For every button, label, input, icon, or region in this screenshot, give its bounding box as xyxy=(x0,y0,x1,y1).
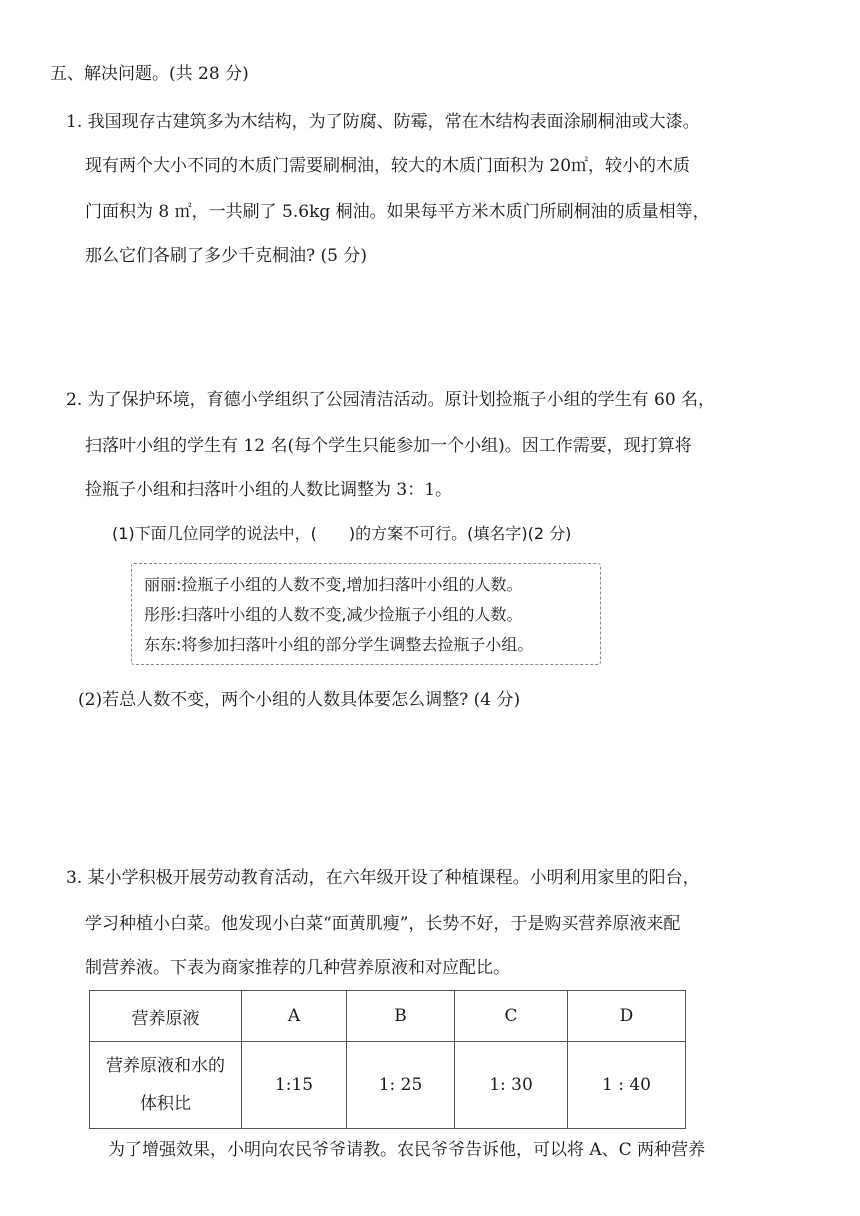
question-1-line-4: 那么它们各刷了多少千克桐油? (5 分) xyxy=(85,246,368,266)
statement-lili: 丽丽:捡瓶子小组的人数不变,增加扫落叶小组的人数。 xyxy=(144,575,523,594)
question-1-line-1: 1. 我国现存古建筑多为木结构，为了防腐、防霉，常在木结构表面涂刷桐油或大漆。 xyxy=(66,112,700,132)
question-3-line-2: 学习种植小白菜。他发现小白菜“面黄肌瘦”，长势不好，于是购买营养原液来配 xyxy=(85,914,681,934)
statement-tongtong: 彤彤:扫落叶小组的人数不变,减少捡瓶子小组的人数。 xyxy=(144,605,523,624)
table-cell: 1: 25 xyxy=(347,1042,455,1129)
table-header-row xyxy=(90,991,686,1042)
question-3-line-3: 制营养液。下表为商家推荐的几种营养原液和对应配比。 xyxy=(85,958,510,978)
table-header-cell: A xyxy=(242,991,347,1042)
table-header-cell: B xyxy=(347,991,455,1042)
table-row xyxy=(90,1042,686,1129)
table-cell: 1: 30 xyxy=(455,1042,568,1129)
table-header-cell: D xyxy=(568,991,686,1042)
table-row-label: 营养原液和水的体积比 xyxy=(90,1042,242,1129)
question-2-line-2: 扫落叶小组的学生有 12 名(每个学生只能参加一个小组)。因工作需要，现打算将 xyxy=(85,436,692,456)
question-2-sub-1: (1)下面几位同学的说法中，( )的方案不可行。(填名字)(2 分) xyxy=(112,524,572,543)
question-1-line-3: 门面积为 8 ㎡，一共刷了 5.6kg 桐油。如果每平方米木质门所刷桐油的质量相等， xyxy=(85,202,710,222)
student-statements-box xyxy=(131,563,601,665)
question-2-line-3: 捡瓶子小组和扫落叶小组的人数比调整为 3：1。 xyxy=(85,480,453,500)
table-cell: 1 : 40 xyxy=(568,1042,686,1129)
table-header-cell: C xyxy=(455,991,568,1042)
table-cell: 1:15 xyxy=(242,1042,347,1129)
question-1-line-2: 现有两个大小不同的木质门需要刷桐油，较大的木质门面积为 20㎡，较小的木质 xyxy=(85,156,691,176)
table-header-cell: 营养原液 xyxy=(90,991,242,1042)
question-3-line-1: 3. 某小学积极开展劳动教育活动，在六年级开设了种植课程。小明利用家里的阳台， xyxy=(66,868,700,888)
statement-dongdong: 东东:将参加扫落叶小组的部分学生调整去捡瓶子小组。 xyxy=(144,635,534,654)
section-title: 五、解决问题。(共 28 分) xyxy=(50,64,249,84)
question-3-after-table: 为了增强效果，小明向农民爷爷请教。农民爷爷告诉他，可以将 A、C 两种营养 xyxy=(108,1140,706,1160)
question-2-line-1: 2. 为了保护环境，育德小学组织了公园清洁活动。原计划捡瓶子小组的学生有 60 名， xyxy=(66,390,716,410)
question-2-sub-2: (2)若总人数不变，两个小组的人数具体要怎么调整? (4 分) xyxy=(78,690,521,710)
nutrient-ratio-table xyxy=(89,990,686,1129)
